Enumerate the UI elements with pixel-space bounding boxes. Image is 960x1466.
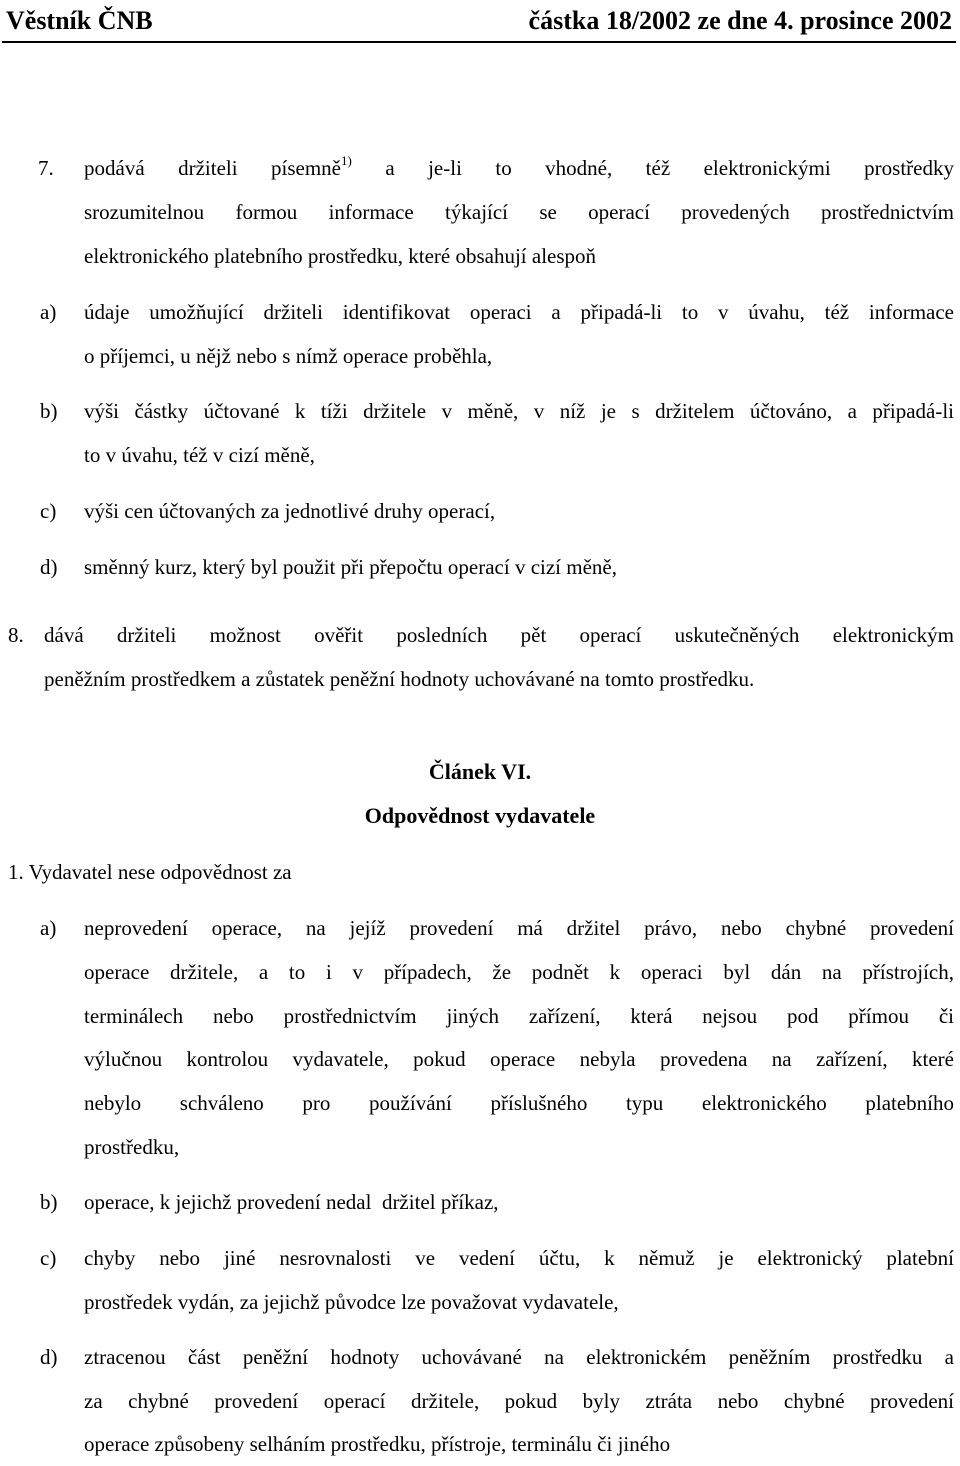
item-8-line-2: peněžním prostředkem a zůstatek peněžní hodnoty uchovávané na tomto prostředku. [44,667,755,691]
item-7-number: 7. [38,156,54,180]
list-item-b-line-1: výši částky účtované k tíži držitele v měně, v níž je s držitelem účtováno, a připadá-li [84,399,954,423]
list-item-d-line-1: směnný kurz, který byl použit při přepočtu operací v cizí měně, [84,555,617,579]
liability-a-line-5: nebylo schváleno pro používání příslušného typu elektronického platebního [84,1091,954,1115]
article-title: Článek VI. [428,759,532,784]
item-8-line-1: dává držiteli možnost ověřit posledních pět operací uskutečněných elektronickým [44,623,954,647]
liability-a-line-3: terminálech nebo prostřednictvím jiných zařízení, která nejsou pod přímou či [84,1004,954,1028]
journal-title: Věstník ČNB [6,6,153,35]
liability-c-line-2: prostředek vydán, za jejichž původce lze považovat vydavatele, [84,1290,619,1314]
liability-marker-a: a) [40,916,57,940]
liability-marker-c: c) [40,1246,57,1270]
item-8-number: 8. [8,623,24,647]
list-marker-c: c) [40,499,57,523]
list-item-a-line-2: o příjemci, u nějž nebo s nímž operace proběhla, [84,344,493,368]
liability-a-line-1: neprovedení operace, na jejíž provedení má držitel právo, nebo chybné provedení [84,916,954,940]
liability-a-line-4: výlučnou kontrolou vydavatele, pokud operace nebyla provedena na zařízení, které [84,1047,954,1071]
list-marker-a: a) [40,300,57,324]
page-header [6,4,952,38]
liability-a-line-6: prostředku, [84,1135,180,1159]
liability-b-line-1: operace, k jejichž provedení nedal držitel příkaz, [84,1190,499,1214]
liability-d-line-1: ztracenou část peněžní hodnoty uchovávané na elektronickém peněžním prostředku a [84,1345,954,1369]
list-marker-d: d) [40,555,58,579]
list-marker-b: b) [40,399,58,423]
footnote-ref: 1) [341,153,352,168]
issue-info: částka 18/2002 ze dne 4. prosince 2002 [528,6,952,35]
liability-a-line-2: operace držitele, a to i v případech, že podnět k operaci byl dán na přístrojích, [84,960,954,984]
item-7-text-b: a je-li to vhodné, též elektronickými prostředky [351,156,954,180]
item-1-text: 1. Vydavatel nese odpovědnost za [8,860,292,884]
item-7-line-2: srozumitelnou formou informace týkající se operací provedených prostřednictvím [84,200,954,224]
liability-c-line-1: chyby nebo jiné nesrovnalosti ve vedení účtu, k němuž je elektronický platební [84,1246,954,1270]
list-item-a-line-1: údaje umožňující držiteli identifikovat operaci a připadá-li to v úvahu, též informace [84,300,954,324]
item-7-line-3: elektronického platebního prostředku, které obsahují alespoň [84,244,597,268]
liability-marker-d: d) [40,1345,58,1369]
article-subtitle: Odpovědnost vydavatele [364,803,596,828]
liability-d-line-2: za chybné provedení operací držitele, pokud byly ztráta nebo chybné provedení [84,1389,954,1413]
liability-marker-b: b) [40,1190,58,1214]
list-item-b-line-2: to v úvahu, též v cizí měně, [84,443,315,467]
item-7-line-1 [84,146,954,190]
liability-d-line-3: operace způsobeny selháním prostředku, přístroje, terminálu či jiného [84,1432,671,1456]
header-divider [2,41,956,43]
list-item-c-line-1: výši cen účtovaných za jednotlivé druhy operací, [84,499,496,523]
item-7-text-a: podává držiteli písemně [84,156,342,180]
